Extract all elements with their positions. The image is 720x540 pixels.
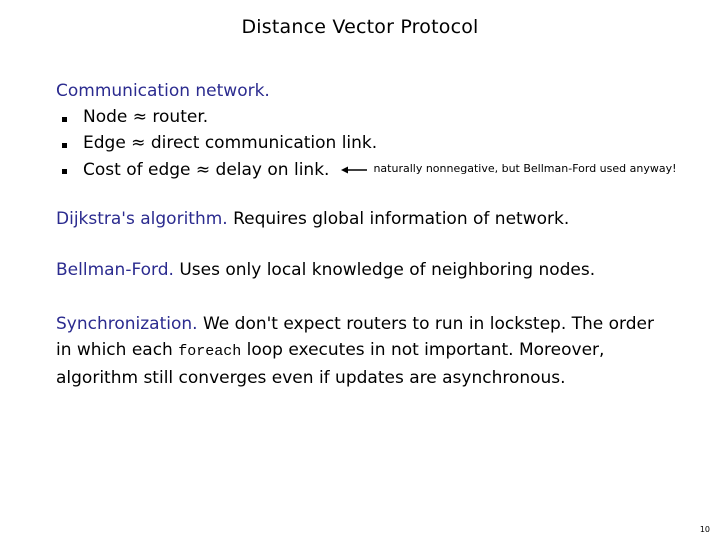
sync-code: foreach [178,343,242,360]
dijkstra-paragraph [56,206,569,232]
slide-title: Distance Vector Protocol [241,16,479,38]
sync-text-2: loop executes in not important. Moreover, algorithm still converges even if updates are asynchronous. [56,340,605,388]
sync-text-1: We don't expect routers to run in lockstep. The order in which each [56,314,654,360]
dijkstra-text: Requires global information of network. [233,209,570,229]
sync-term: Synchronization. [56,314,198,334]
left-arrow-icon [341,165,367,175]
bullet-edge [60,130,677,156]
network-bullet-list [56,104,677,183]
bullet-node-text: Node ≈ router. [83,107,209,127]
bullet-cost-text: Cost of edge ≈ delay on link. [83,160,330,180]
network-heading: Communication network. [56,81,270,101]
bullet-edge-text: Edge ≈ direct communication link. [83,133,378,153]
annotation [341,156,676,183]
page-number: 10 [699,525,710,534]
sync-paragraph [56,311,666,391]
bellman-term: Bellman-Ford. [56,260,174,280]
annotation-note: naturally nonnegative, but Bellman-Ford used anyway! [373,162,677,175]
bellman-text: Uses only local knowledge of neighboring nodes. [179,260,596,280]
network-section [56,78,677,183]
bellman-paragraph [56,257,595,283]
bullet-cost [60,156,677,183]
bullet-node [60,104,677,130]
dijkstra-term: Dijkstra's algorithm. [56,209,228,229]
